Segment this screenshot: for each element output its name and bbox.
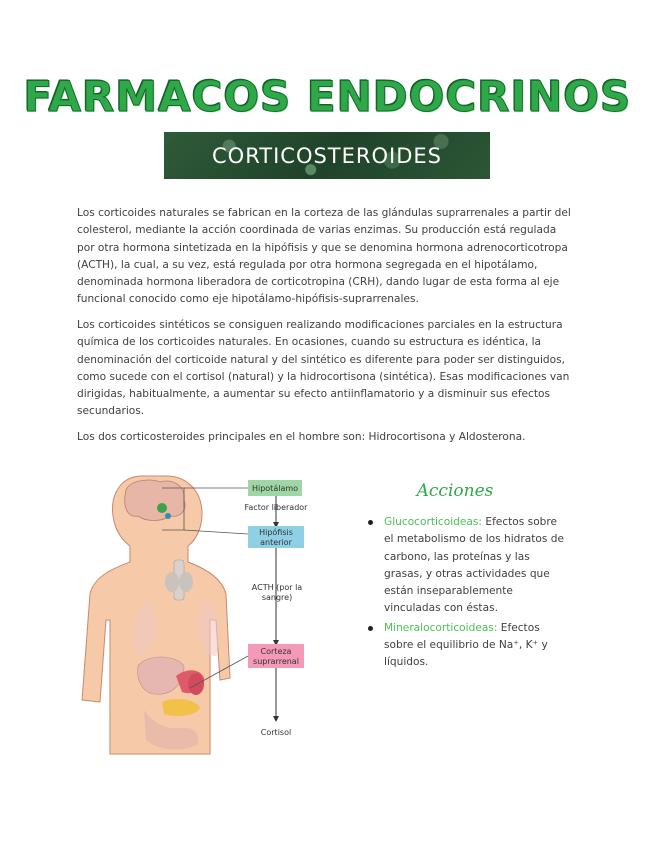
action-term: Mineralocorticoideas: [384, 621, 498, 634]
list-item [368, 620, 568, 672]
actions-list [368, 514, 568, 674]
hpa-axis-diagram [80, 470, 320, 760]
box-hipofisis-label-2: anterior [260, 538, 292, 547]
bullet-icon [368, 520, 373, 525]
paragraph-main-corticosteroids: Los dos corticosteroides principales en el hombre son: Hidrocortisona y Aldosterona. [77, 431, 526, 443]
label-acth-2: sangre) [261, 593, 293, 602]
label-factor-liberador: Factor liberador [244, 503, 308, 512]
label-acth-1: ACTH (por la [251, 583, 303, 592]
page-title: FARMACOS ENDOCRINOS [23, 72, 632, 121]
section-banner-label: CORTICOSTEROIDES [212, 143, 442, 168]
list-item [368, 514, 568, 618]
action-text: Efectos sobre el equilibrio de Na⁺, K⁺ y líquidos. [384, 621, 548, 669]
box-corteza-label-2: suprarrenal [253, 657, 299, 666]
label-cortisol: Cortisol [260, 728, 292, 737]
paragraph-synthetic-corticoids: Los corticoides sintéticos se consiguen realizando modificaciones parciales en la estructura química de los corticoides naturales. En ocasiones, cuando su estructura es idéntica, la denominación del corticoide natural y del sintético es diferente para poder ser distinguidos, como sucede con el cortisol (natural) y la hidrocortisona (sintética). Esas modificaciones van dirigidas, habitualmente, a aumentar su efecto antiinflamatorio y a disminuir sus efectos secundarios. [77, 319, 570, 418]
box-hipotalamo-label: Hipotálamo [251, 484, 299, 493]
box-hipofisis-label-1: Hipófisis [259, 528, 293, 537]
actions-title: Acciones [416, 481, 494, 501]
section-banner [164, 132, 490, 179]
box-corteza-label-1: Corteza [260, 647, 292, 656]
bullet-icon [368, 626, 373, 631]
paragraph-natural-corticoids: Los corticoides naturales se fabrican en la corteza de las glándulas suprarrenales a partir del colesterol, mediante la acción coordinada de varias enzimas. Su producción está regulada por otra hormona sintetizada en la hipófisis y que se denomina hormona adrenocorticotropa (ACTH), la cual, a su vez, está regulada por otra hormona segregada en el hipotálamo, denominada hormona liberadora de corticotropina (CRH), dando lugar de esta forma al eje funcional conocido como eje hipotálamo-hipófisis-suprarrenales. [77, 207, 571, 306]
action-text: Efectos sobre el metabolismo de los hidratos de carbono, las proteínas y las grasas, y otras actividades que están inseparablemente vinculadas con éstas. [384, 516, 565, 615]
action-term: Glucocorticoideas: [384, 516, 483, 528]
brain-icon [125, 480, 185, 520]
